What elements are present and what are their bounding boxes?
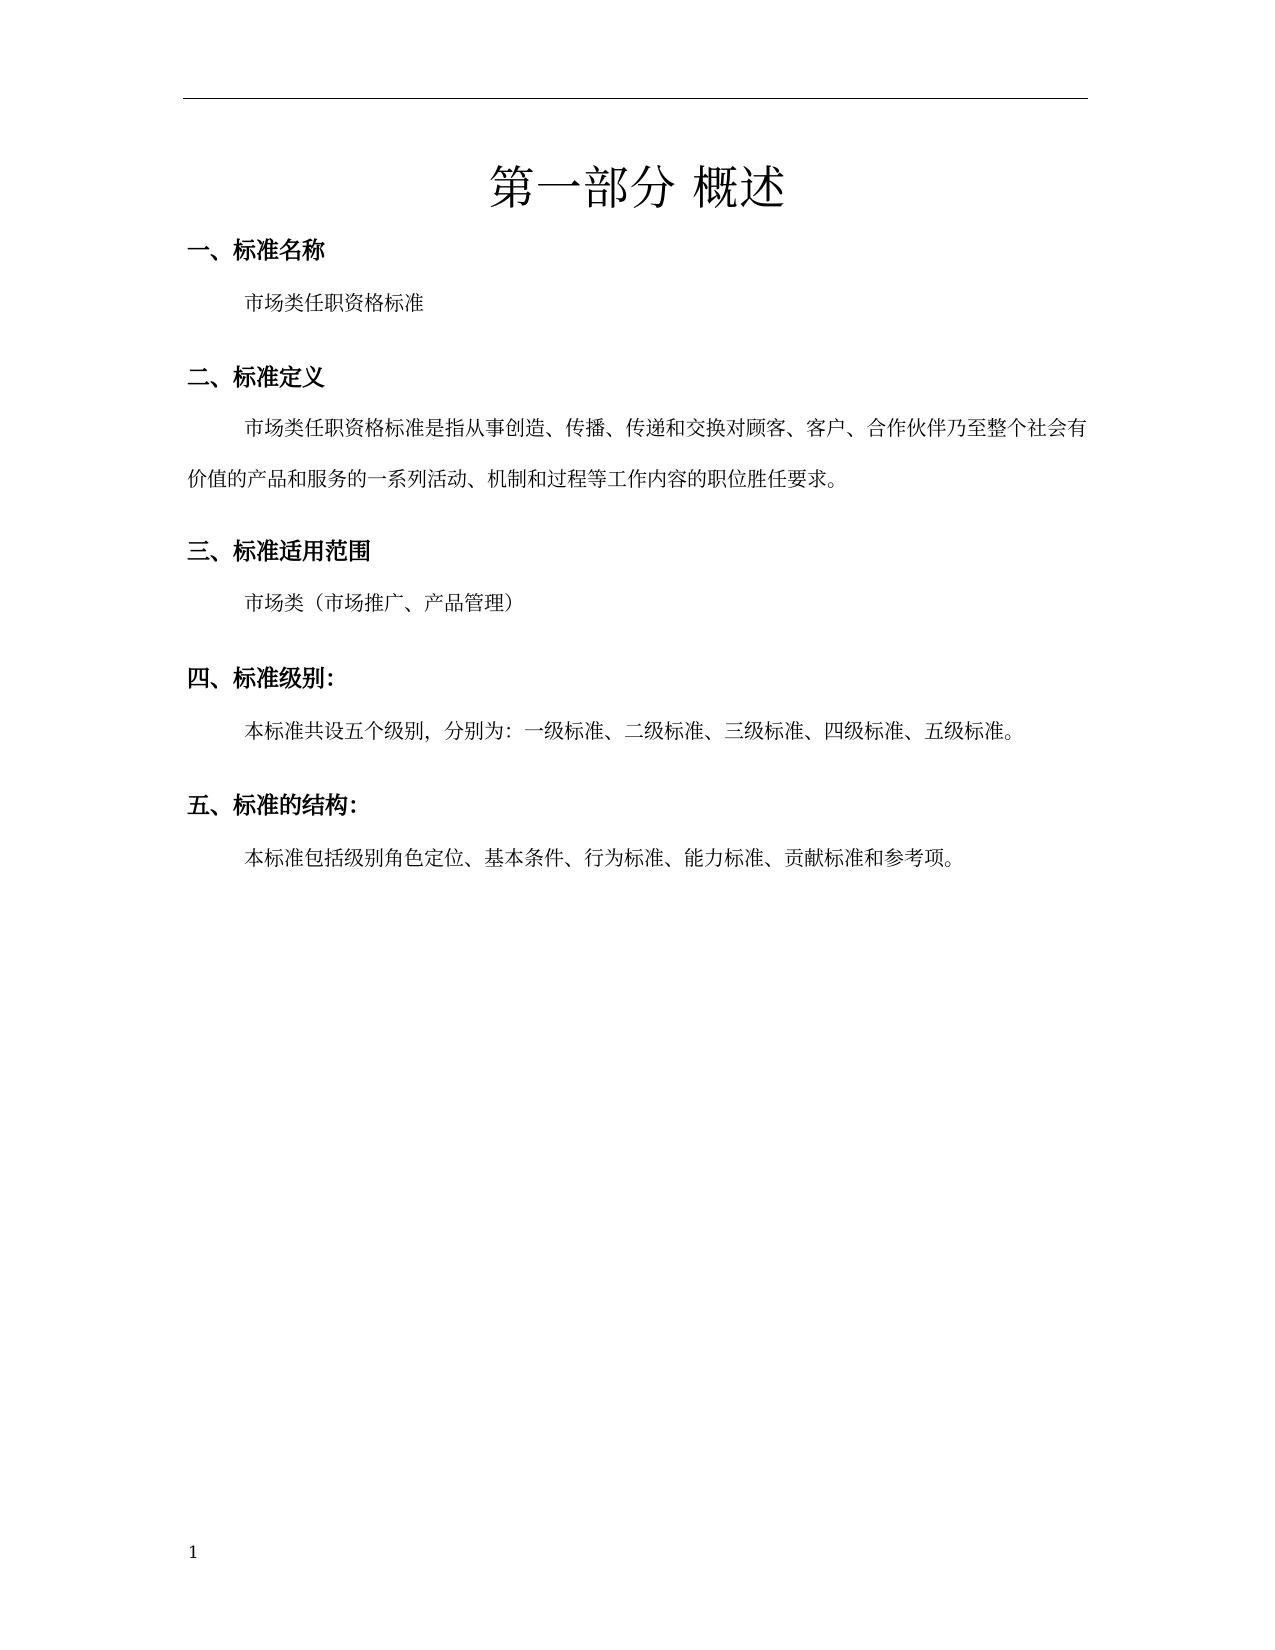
page-number: 1 (188, 1543, 199, 1563)
section-heading-structure: 五、标准的结构： (187, 792, 371, 819)
section-body-scope: 市场类（市场推广、产品管理） (244, 591, 524, 615)
section-heading-scope: 三、标准适用范围 (187, 538, 371, 565)
section-body-levels: 本标准共设五个级别，分别为：一级标准、二级标准、三级标准、四级标准、五级标准。 (244, 719, 1024, 743)
section-body-definition: 市场类任职资格标准是指从事创造、传播、传递和交换对顾客、客户、合作伙伴乃至整个社会有价值的产品和服务的一系列活动、机制和过程等工作内容的职位胜任要求。 (187, 416, 1087, 491)
section-body-structure: 本标准包括级别角色定位、基本条件、行为标准、能力标准、贡献标准和参考项。 (244, 846, 964, 870)
header-rule (183, 98, 1088, 99)
section-heading-levels: 四、标准级别： (187, 665, 348, 692)
section-heading-definition: 二、标准定义 (187, 364, 325, 391)
section-heading-name: 一、标准名称 (187, 237, 325, 264)
page-title: 第一部分 概述 (488, 161, 787, 215)
section-body-name: 市场类任职资格标准 (244, 291, 424, 315)
